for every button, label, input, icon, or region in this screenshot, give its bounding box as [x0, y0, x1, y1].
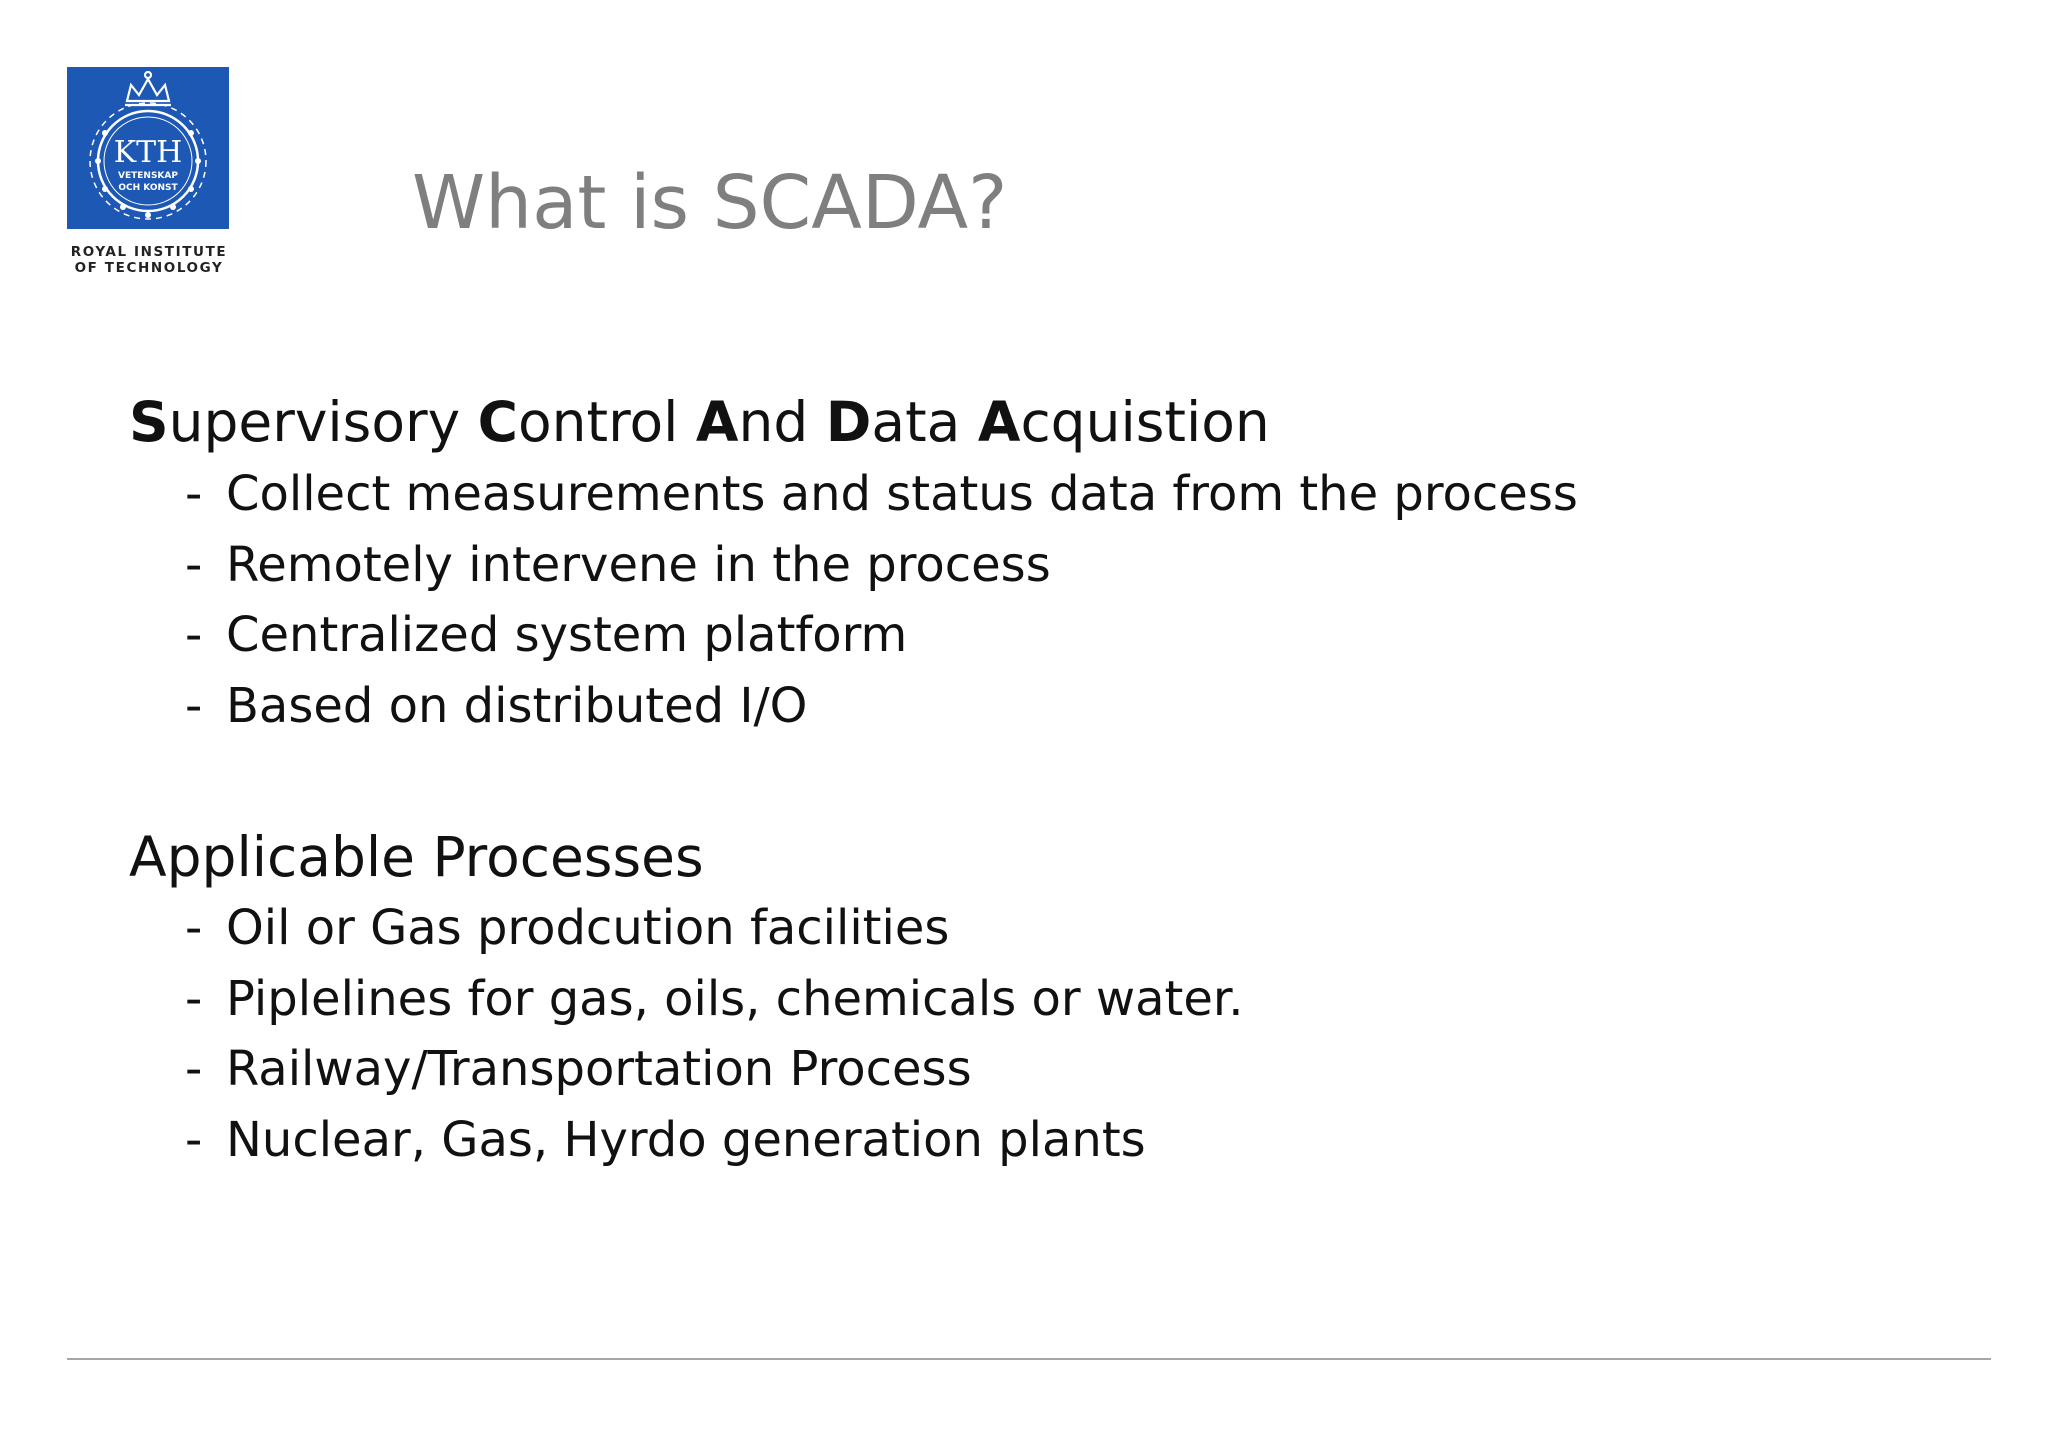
list-item-text: Nuclear, Gas, Hyrdo generation plants — [226, 1111, 1146, 1168]
bullet-dash: - — [185, 677, 203, 734]
bullet-dash: - — [185, 536, 203, 593]
acronym-word-rest: nd — [738, 390, 826, 454]
list-item-text: Piplelines for gas, oils, chemicals or water. — [226, 970, 1244, 1027]
bullet-dash: - — [185, 970, 203, 1027]
kth-logo — [67, 67, 229, 229]
list-item — [185, 1110, 1244, 1181]
list-item-text: Remotely intervene in the process — [226, 536, 1051, 593]
list-item-text: Centralized system platform — [226, 607, 908, 663]
kth-crest-icon — [67, 67, 229, 229]
logo-caption-line: ROYAL INSTITUTE — [70, 244, 228, 260]
list-item — [185, 1039, 1244, 1110]
kth-motto-line-2: OCH KONST — [118, 183, 178, 193]
acronym-letter: A — [977, 390, 1021, 454]
list-item-text: Oil or Gas prodcution facilities — [226, 900, 950, 956]
list-item — [185, 535, 1578, 606]
definition-bullet-list — [185, 464, 1578, 746]
applications-bullet-list — [185, 898, 1244, 1180]
list-item — [185, 969, 1244, 1040]
footer-divider — [67, 1358, 1991, 1360]
bullet-dash: - — [185, 1111, 203, 1168]
bullet-dash: - — [185, 466, 203, 522]
acronym-letter: A — [695, 390, 739, 454]
acronym-letter: D — [825, 390, 872, 454]
kth-emblem-text: KTH — [113, 135, 183, 170]
bullet-dash: - — [185, 607, 203, 663]
logo-caption-line: OF TECHNOLOGY — [74, 260, 224, 276]
acronym-word-rest: ontrol — [518, 390, 696, 454]
list-item — [185, 898, 1244, 969]
acronym-letter: C — [477, 390, 518, 454]
slide-title: What is SCADA? — [412, 160, 1008, 246]
list-item — [185, 605, 1578, 676]
scada-definition-heading — [129, 390, 1270, 454]
acronym-word-rest: ata — [871, 390, 978, 454]
acronym-word-rest: cquistion — [1020, 390, 1270, 454]
list-item-text: Based on distributed I/O — [226, 677, 808, 734]
logo-caption — [66, 244, 232, 276]
list-item — [185, 676, 1578, 747]
acronym-word-rest: upervisory — [168, 390, 478, 454]
kth-motto-line-1: VETENSKAP — [118, 171, 178, 181]
bullet-dash: - — [185, 900, 203, 956]
list-item-text: Collect measurements and status data from the process — [226, 466, 1578, 522]
list-item — [185, 464, 1578, 535]
list-item-text: Railway/Transportation Process — [226, 1041, 972, 1097]
bullet-dash: - — [185, 1041, 203, 1097]
acronym-letter: S — [129, 390, 169, 454]
applicable-processes-heading: Applicable Processes — [129, 825, 704, 889]
